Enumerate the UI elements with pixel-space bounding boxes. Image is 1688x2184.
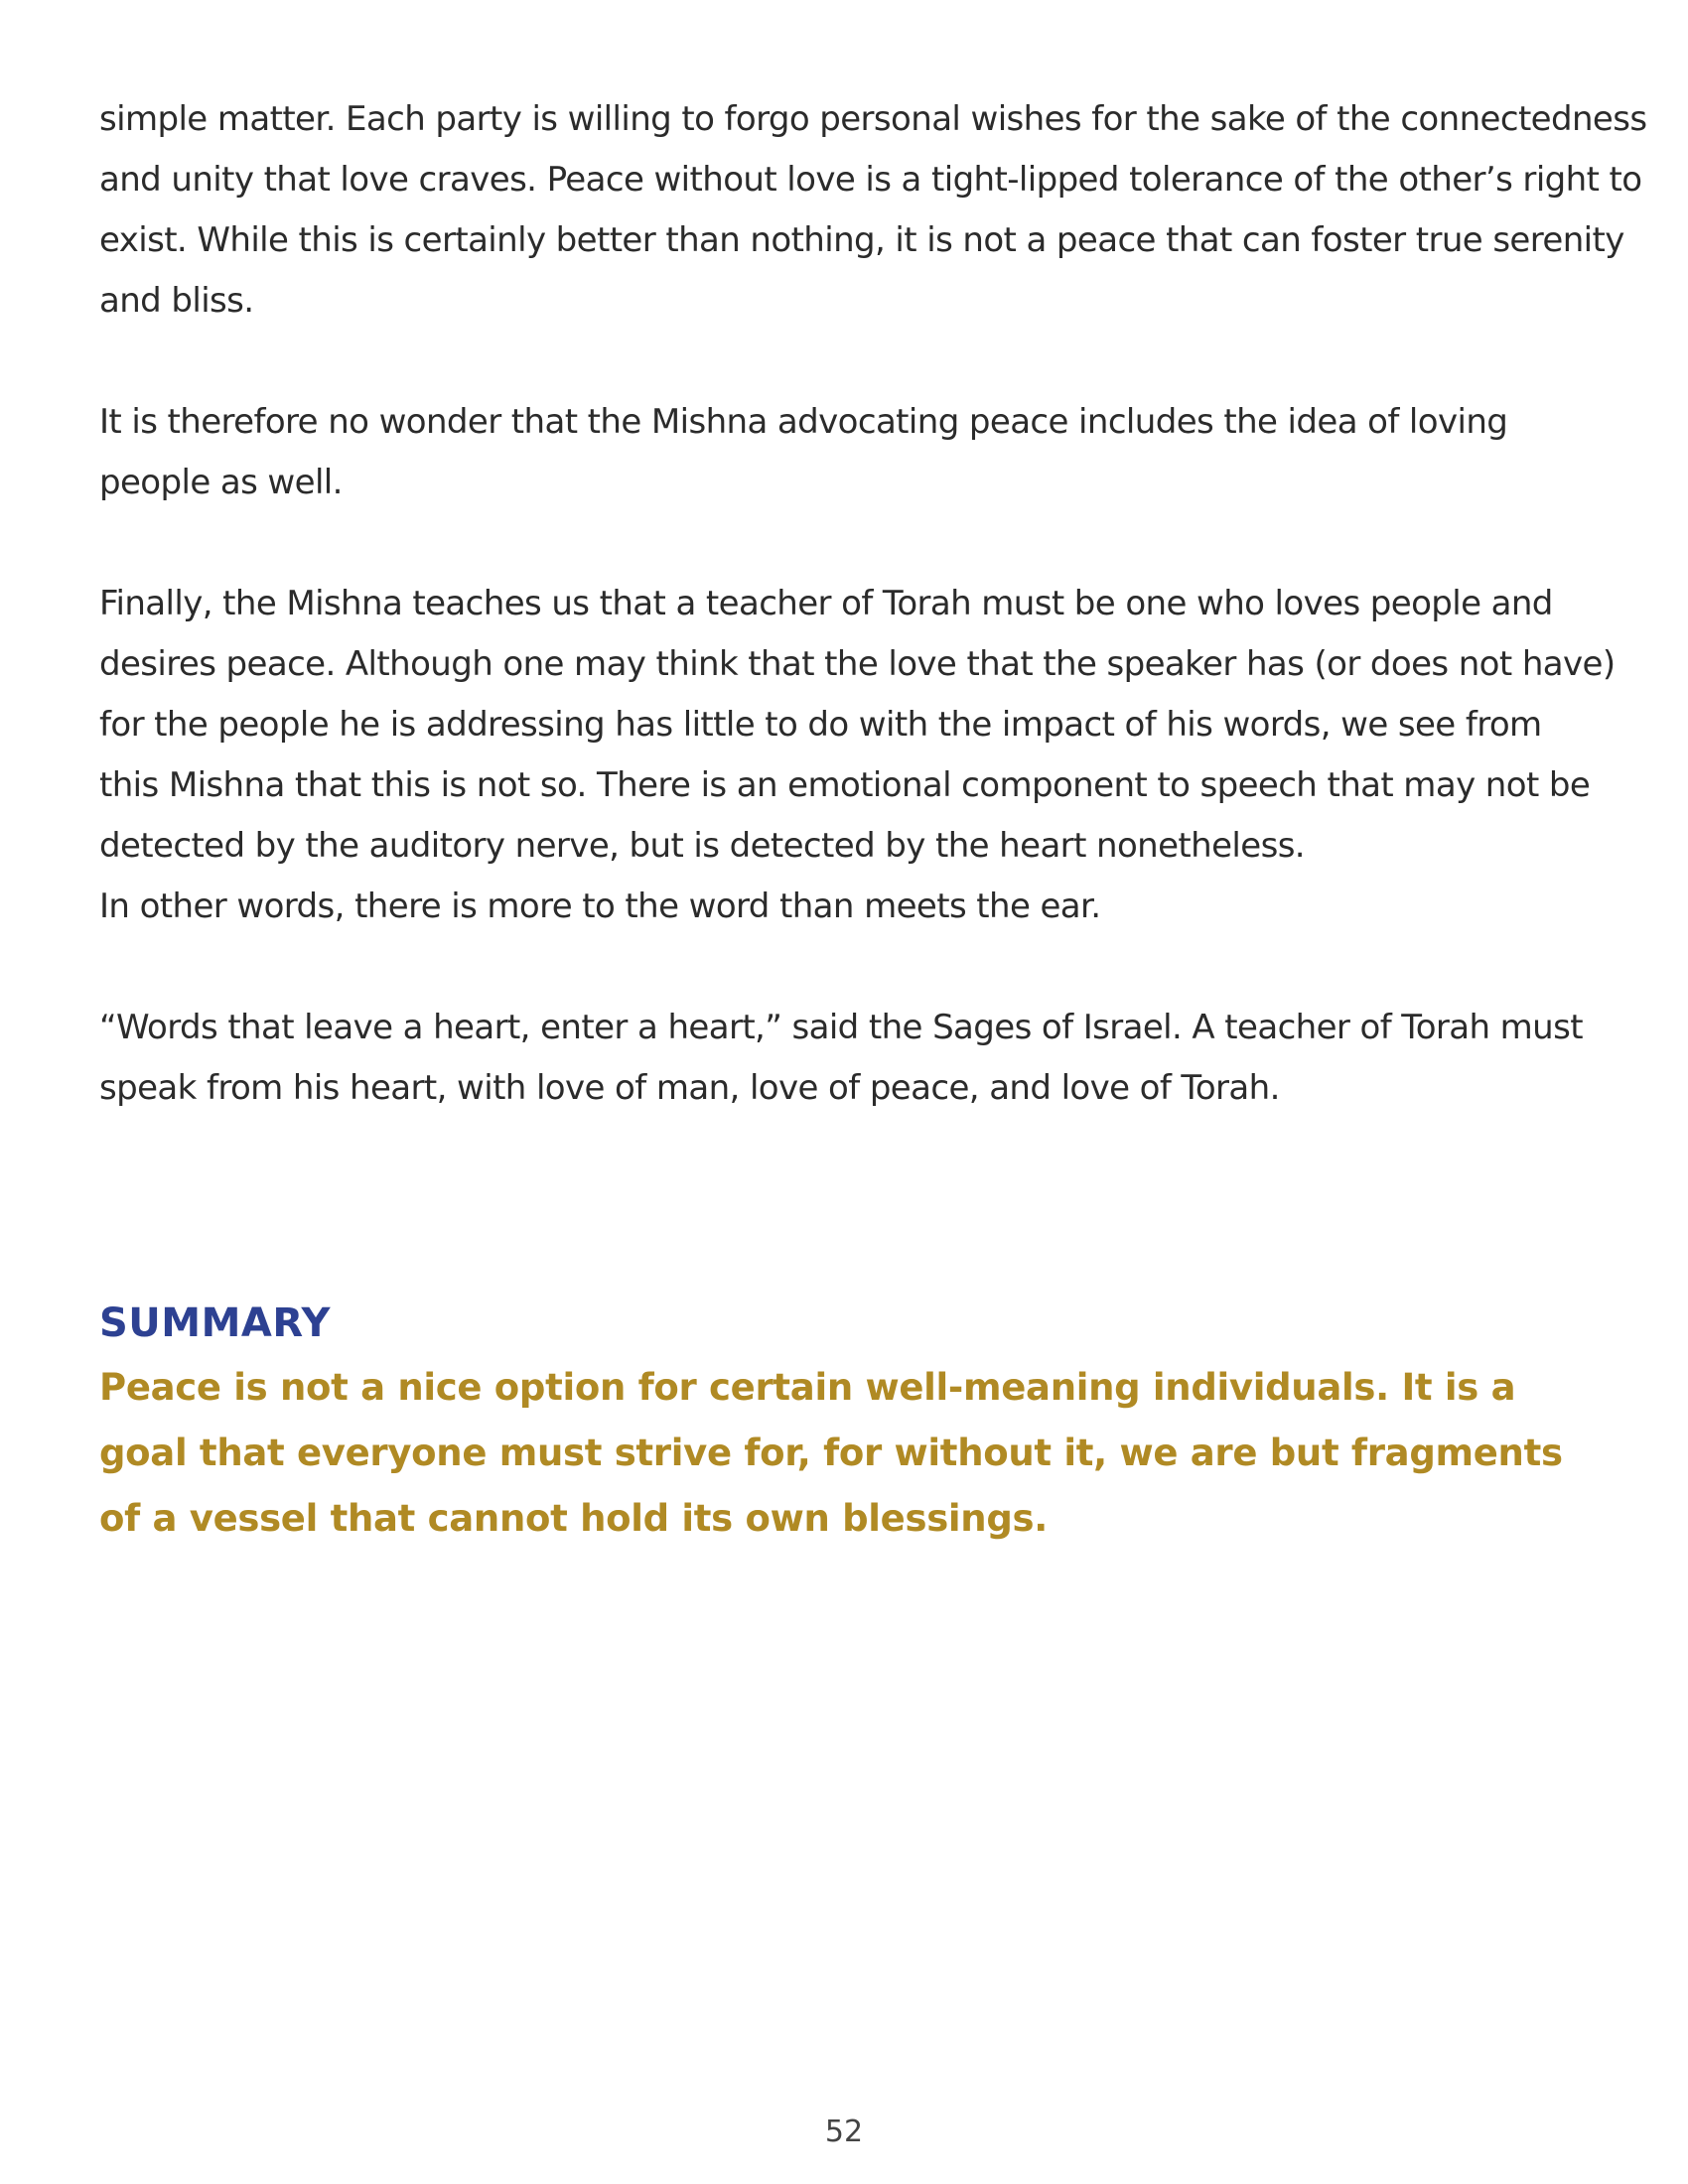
text-line: for the people he is addressing has little to do with the impact of his words, we see from xyxy=(99,705,1542,745)
summary-text xyxy=(99,1355,1609,1552)
paragraph-teacher-of-torah xyxy=(99,574,1616,937)
paragraph-love-and-peace xyxy=(99,89,1647,332)
summary-heading: SUMMARY xyxy=(99,1300,331,1346)
text-line: exist. While this is certainly better than nothing, it is not a peace that can foster true serenity xyxy=(99,220,1624,260)
paragraph-words-from-heart xyxy=(99,998,1599,1119)
text-line: speak from his heart, with love of man, love of peace, and love of Torah. xyxy=(99,1068,1280,1108)
summary-line: of a vessel that cannot hold its own blessings. xyxy=(99,1497,1049,1540)
text-line: and bliss. xyxy=(99,281,254,321)
paragraph-spacer xyxy=(99,937,1599,998)
summary-section xyxy=(99,1296,1609,1552)
text-line: and unity that love craves. Peace without love is a tight-lipped tolerance of the other’s right to xyxy=(99,160,1642,200)
page-number: 52 xyxy=(824,2115,864,2149)
paragraph-spacer xyxy=(99,513,1599,574)
summary-line: Peace is not a nice option for certain well-meaning individuals. It is a xyxy=(99,1366,1516,1409)
text-line: detected by the auditory nerve, but is detected by the heart nonetheless. xyxy=(99,826,1306,866)
paragraph-mishna-advocating-peace xyxy=(99,392,1599,513)
text-line: this Mishna that this is not so. There is an emotional component to speech that may not be xyxy=(99,765,1591,805)
text-line: people as well. xyxy=(99,463,343,502)
text-line: simple matter. Each party is willing to forgo personal wishes for the sake of the connectedness xyxy=(99,99,1647,139)
text-line: It is therefore no wonder that the Mishna advocating peace includes the idea of loving xyxy=(99,402,1508,442)
paragraph-spacer xyxy=(99,332,1599,392)
body-text xyxy=(99,89,1647,1119)
text-line: “Words that leave a heart, enter a heart,” said the Sages of Israel. A teacher of Torah must xyxy=(99,1008,1583,1047)
text-line: Finally, the Mishna teaches us that a teacher of Torah must be one who loves people and xyxy=(99,584,1553,623)
text-line: In other words, there is more to the word than meets the ear. xyxy=(99,887,1101,926)
summary-line: goal that everyone must strive for, for without it, we are but fragments xyxy=(99,1432,1563,1474)
text-line: desires peace. Although one may think that the love that the speaker has (or does not have) xyxy=(99,644,1616,684)
